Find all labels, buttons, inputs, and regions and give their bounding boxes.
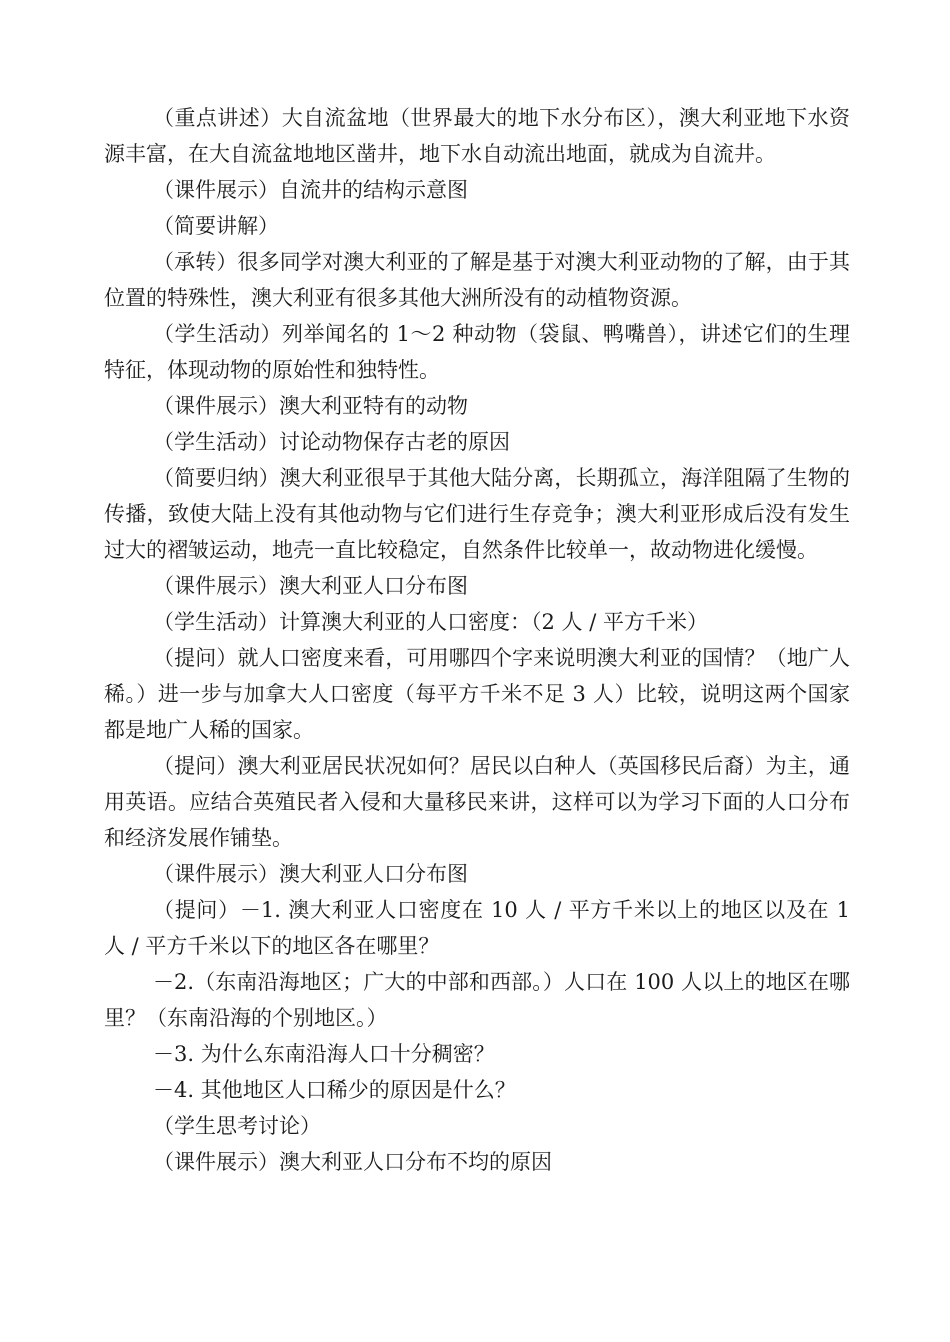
paragraph: （提问）－1. 澳大利亚人口密度在 10 人 / 平方千米以上的地区以及在 1 人 / 平方千米以下的地区各在哪里？ xyxy=(104,898,850,958)
paragraph: （课件展示）澳大利亚人口分布图 xyxy=(153,862,468,886)
paragraph: （学生活动）计算澳大利亚的人口密度：（2 人 / 平方千米） xyxy=(153,610,708,634)
paragraph: （课件展示）澳大利亚人口分布不均的原因 xyxy=(153,1150,552,1174)
paragraph: －4. 其他地区人口稀少的原因是什么？ xyxy=(153,1078,516,1102)
paragraph: （提问）就人口密度来看，可用哪四个字来说明澳大利亚的国情？（地广人稀。）进一步与加拿大人口密度（每平方千米不足 3 人）比较，说明这两个国家都是地广人稀的国家。 xyxy=(104,646,850,742)
paragraph: （学生思考讨论） xyxy=(153,1114,321,1138)
document-body xyxy=(104,100,850,1180)
paragraph: －3. 为什么东南沿海人口十分稠密？ xyxy=(153,1042,495,1066)
paragraph: （重点讲述）大自流盆地（世界最大的地下水分布区），澳大利亚地下水资源丰富，在大自流盆地地区凿井，地下水自动流出地面，就成为自流井。 xyxy=(104,106,850,166)
paragraph: （简要讲解） xyxy=(153,214,279,238)
paragraph: （学生活动）列举闻名的 1～2 种动物（袋鼠、鸭嘴兽），讲述它们的生理特征，体现动物的原始性和独特性。 xyxy=(104,322,850,382)
paragraph: （简要归纳）澳大利亚很早于其他大陆分离，长期孤立，海洋阻隔了生物的传播，致使大陆上没有其他动物与它们进行生存竞争；澳大利亚形成后没有发生过大的褶皱运动，地壳一直比较稳定，自然条件比较单一，故动物进化缓慢。 xyxy=(104,466,850,562)
paragraph: （提问）澳大利亚居民状况如何？居民以白种人（英国移民后裔）为主，通用英语。应结合英殖民者入侵和大量移民来讲，这样可以为学习下面的人口分布和经济发展作铺垫。 xyxy=(104,754,850,850)
paragraph: （承转）很多同学对澳大利亚的了解是基于对澳大利亚动物的了解，由于其位置的特殊性，澳大利亚有很多其他大洲所没有的动植物资源。 xyxy=(104,250,850,310)
paragraph: （课件展示）澳大利亚特有的动物 xyxy=(153,394,468,418)
paragraph: （课件展示）自流井的结构示意图 xyxy=(153,178,468,202)
paragraph: －2.（东南沿海地区；广大的中部和西部。）人口在 100 人以上的地区在哪里？（东南沿海的个别地区。） xyxy=(104,970,850,1030)
paragraph: （学生活动）讨论动物保存古老的原因 xyxy=(153,430,510,454)
paragraph: （课件展示）澳大利亚人口分布图 xyxy=(153,574,468,598)
